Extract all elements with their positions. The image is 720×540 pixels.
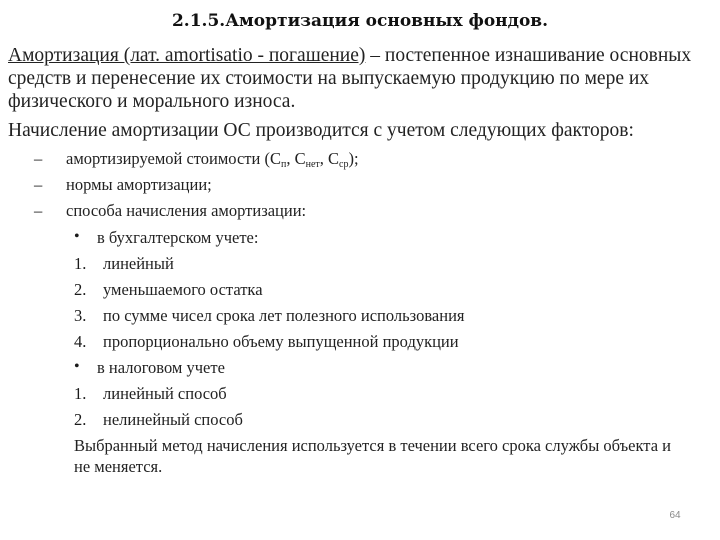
dash-marker: –: [34, 175, 43, 194]
factor-norms: нормы амортизации;: [66, 175, 212, 194]
separator: , С: [286, 149, 306, 168]
list-item: по сумме чисел срока лет полезного использования: [103, 306, 465, 325]
list-number: 4.: [74, 332, 87, 351]
factor-method: способа начисления амортизации:: [66, 201, 307, 220]
list-item: нелинейный способ: [103, 410, 243, 429]
factors-lead-text: Начисление амортизации ОС производится с учетом следующих факторов:: [8, 120, 634, 141]
list-number: 1.: [74, 384, 87, 403]
factor-text: амортизируемой стоимости (С: [66, 149, 281, 168]
closing-paragraph: Выбранный метод начисления используется в течении всего срока службы объекта и не меняется.: [74, 436, 671, 476]
list-item: линейный: [103, 254, 174, 273]
separator: , С: [319, 149, 340, 168]
page-number: 64: [669, 510, 681, 521]
list-item: уменьшаемого остатка: [103, 280, 263, 299]
list-item: пропорционально объему выпущенной продукции: [103, 332, 459, 351]
tax-label: в налоговом учете: [97, 358, 225, 377]
bullet-marker: •: [74, 228, 80, 245]
definition-text: – постепенное изнашивание основных средств и перенесение их стоимости на выпускаемую продукцию по мере их физического и морального износа.: [8, 45, 692, 112]
list-number: 1.: [74, 254, 87, 273]
factor-suffix: );: [348, 149, 359, 168]
subscript: нет: [305, 159, 320, 170]
bullet-marker: •: [74, 358, 80, 375]
list-number: 2.: [74, 410, 87, 429]
dash-marker: –: [34, 201, 43, 220]
factor-amortizable-cost: [66, 149, 359, 175]
accounting-label: в бухгалтерском учете:: [97, 228, 259, 247]
list-item: линейный способ: [103, 384, 227, 403]
list-number: 3.: [74, 306, 87, 325]
subscript: ср: [339, 159, 349, 170]
subscript: п: [280, 159, 287, 170]
list-number: 2.: [74, 280, 87, 299]
dash-marker: –: [34, 149, 43, 168]
definition-paragraph: [8, 44, 698, 113]
definition-term: Амортизация (лат. amortisatio - погашение): [8, 45, 366, 66]
slide-title: 2.1.5.Амортизация основных фондов.: [171, 11, 549, 31]
